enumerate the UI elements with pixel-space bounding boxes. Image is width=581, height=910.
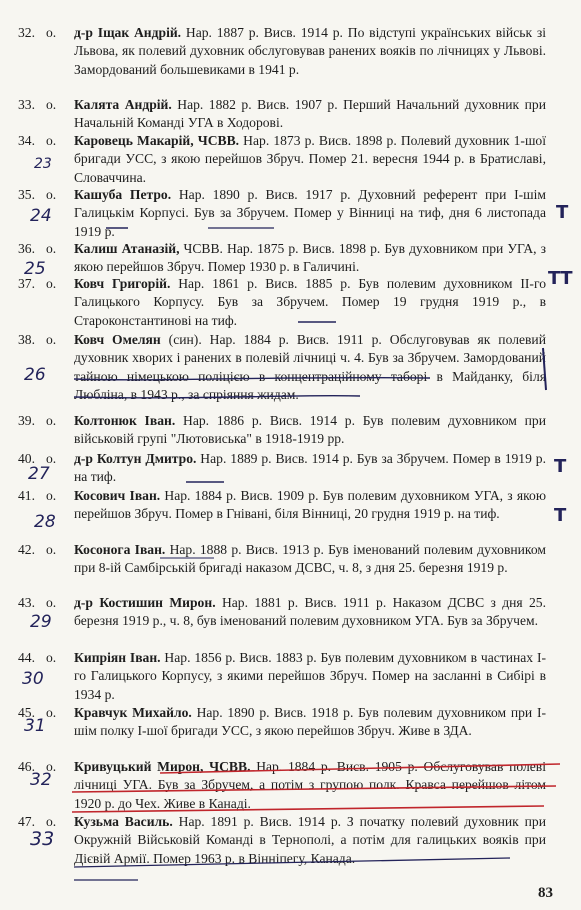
entry-number: 47. [18, 814, 35, 829]
entry-title: о. [46, 97, 57, 112]
entry-title: о. [46, 187, 57, 202]
entry-number: 38. [18, 332, 35, 347]
handwritten-note-30: 30 [22, 669, 44, 689]
entry-text: Нар. 1856 р. Висв. 1883 р. Був полевим духовником в частинах І-го Галицького Корпусу, з якими перейшов Збруч. Помер на засланні в Сибірі в 1934 р. [74, 650, 546, 702]
entry-title: о. [46, 542, 57, 557]
handwritten-note-25: 25 [24, 259, 46, 279]
entry-number: 41. [18, 488, 35, 503]
entry-number: 39. [18, 413, 35, 428]
entry-text: Нар. 1889 р. Висв. 1914 р. Був за Збручем. Помер в 1919 р. на тиф. [74, 451, 546, 485]
entry-name: Каровець Макарій, ЧСВВ. [74, 133, 240, 148]
entry-number: 44. [18, 650, 35, 665]
entry-number: 34. [18, 133, 35, 148]
entry-body [74, 331, 546, 405]
entry-number: 35. [18, 187, 35, 202]
entry-name: Колтонюк Іван. [74, 413, 176, 428]
entry-text: (син). Нар. 1884 р. Висв. 1911 р. Обслуговував як полевий духовник хворих і ранених в полевій лічниці ч. 4. Був за Збручем. Замордований тайною німецькою поліцією в концентраційному таборі в Майданку, біля Любліна, в 1943 р., за спріяння жидам. [74, 332, 546, 403]
entry-text: Нар. 1884 р. Висв. 1905 р. Обслуговував полеві лічниці УГА. Був за Збручем, а потім з групою полк. Кравса перейшов літом 1920 р. до Чех. Живе в Канаді. [74, 759, 546, 811]
entry-body [74, 275, 546, 330]
entry-text: Нар. 1882 р. Висв. 1907 р. Перший Начальний духовник при Начальній Команді УГА в Ходорові. [74, 97, 546, 131]
entry-body [74, 412, 546, 449]
entry-title: о. [46, 814, 57, 829]
entry-title: о. [46, 133, 57, 148]
entry-title: о. [46, 241, 57, 256]
entry-body [74, 704, 546, 741]
entry-name: д-р Колтун Дмитро. [74, 451, 197, 466]
entry-title: о. [46, 451, 57, 466]
entry-body [74, 541, 546, 578]
entry-text: Нар. 1886 р. Висв. 1914 р. Був полевим духовником при військовій групі "Лютовиська" в 1918-1919 рр. [74, 413, 546, 447]
entry-body [74, 96, 546, 133]
entry-body [74, 487, 546, 524]
entry-title: о. [46, 488, 57, 503]
entry-name: Косович Іван. [74, 488, 161, 503]
entry-name: Кузьма Василь. [74, 814, 173, 829]
entry-number: 37. [18, 276, 35, 291]
entry-name: Калята Андрій. [74, 97, 172, 112]
entry-name: Кривуцький Мирон, ЧСВВ. [74, 759, 251, 774]
entry-number: 42. [18, 542, 35, 557]
entry-text: Нар. 1881 р. Висв. 1911 р. Наказом ДСВС з дня 25. березня 1919 р., ч. 8, був іменований полевим духовником УГА. Був за Збручем. [74, 595, 547, 629]
entry-title: о. [46, 595, 57, 610]
entry-title: о. [46, 650, 57, 665]
entry-name: Кравчук Михайло. [74, 705, 192, 720]
handwritten-note-33: 33 [30, 828, 55, 850]
entry-number: 43. [18, 595, 35, 610]
entry-text: Нар. 1890 р. Висв. 1917 р. Духовний референт при І-шім Галицькім Корпусі. Був за Збручем. Помер у Вінниці на тиф, дня 6 листопада 1919 р. [74, 187, 546, 239]
entry-title: о. [46, 276, 57, 291]
handwritten-mark-35: Т [556, 202, 569, 223]
handwritten-note-31: 31 [24, 716, 46, 736]
entry-title: о. [46, 413, 57, 428]
entry-title: о. [46, 25, 57, 40]
page-number: 83 [538, 885, 553, 901]
entry-name: Калиш Атаназій, [74, 241, 180, 256]
entry-number: 45. [18, 705, 35, 720]
entry-text: Нар. 1891 р. Висв. 1914 р. З початку полевий духовник при Окружній Військовій Команді в Тернополі, а потім для галицьких вояків при Дієвій Армії. Помер 1963 р. в Вінніпегу, Канада. [74, 814, 546, 866]
entry-body [74, 594, 546, 631]
handwritten-note-27: 27 [28, 464, 50, 484]
handwritten-note-26: 26 [24, 365, 46, 385]
entry-body [74, 758, 546, 813]
entry-number: 33. [18, 97, 35, 112]
entry-number: 32. [18, 25, 35, 40]
handwritten-note-32: 32 [30, 770, 52, 790]
entry-number: 40. [18, 451, 35, 466]
handwritten-mark-37: ТТ [548, 268, 573, 289]
entry-text: Нар. 1884 р. Висв. 1909 р. Був полевим духовником УГА, з якою перейшов Збруч. Помер в Гнівані, біля Вінниці, 20 грудня 1919 р. на тиф. [74, 488, 546, 522]
handwritten-note-23: 23 [34, 156, 52, 172]
handwritten-note-29: 29 [30, 612, 52, 632]
entry-text: Нар. 1887 р. Висв. 1914 р. По відступі українських військ зі Львова, як полевий духовник обслуговував ранених вояків по лічницях у Львові. Замордований большевиками в 1941 р. [74, 25, 547, 77]
entry-text: Нар. 1873 р. Висв. 1898 р. Полевий духовник 1-шої бригади УСС, з якою перейшов Збруч. Помер 21. вересня 1944 р. в Братиславі, Словаччина. [74, 133, 546, 185]
entry-body [74, 813, 546, 868]
entry-title: о. [46, 332, 57, 347]
entry-name: Косонога Іван. [74, 542, 166, 557]
handwritten-mark-41: Т [554, 505, 567, 526]
entry-text: ЧСВВ. Нар. 1875 р. Висв. 1898 р. Був духовником при УГА, з якою перейшов Збруч. Помер 1930 р. в Галичині. [74, 241, 546, 275]
entry-body [74, 132, 546, 187]
entry-name: д-р Іщак Андрій. [74, 25, 182, 40]
entry-text: Нар. 1890 р. Висв. 1918 р. Був полевим духовником при І-шім полку І-шої бригади УСС, з якою перейшов Збруч. Живе в ЗДА. [74, 705, 546, 739]
entry-body [74, 240, 546, 277]
entry-body [74, 649, 546, 704]
handwritten-note-28: 28 [34, 512, 56, 532]
handwritten-mark-40: Т [554, 456, 567, 477]
entry-name: Кашуба Петро. [74, 187, 172, 202]
entry-name: Кипріян Іван. [74, 650, 161, 665]
entry-body [74, 450, 546, 487]
entry-name: д-р Костишин Мирон. [74, 595, 216, 610]
handwritten-note-24: 24 [30, 206, 52, 226]
entry-body [74, 24, 546, 79]
entry-name: Ковч Омелян [74, 332, 161, 347]
entry-text: Нар. 1888 р. Висв. 1913 р. Був іменований полевим духовником при 8-ій Самбірській бригаді наказом ДСВС, ч. 8, з дня 25. березня 1919 р. [74, 542, 546, 576]
entry-title: о. [46, 759, 57, 774]
entry-title: о. [46, 705, 57, 720]
entry-body [74, 186, 546, 241]
entry-text: Нар. 1861 р. Висв. 1885 р. Був полевим духовником ІІ-го Галицького Корпусу. Був за Збручем. Помер 19 грудня 1919 р., в Староконстантинові на тиф. [74, 276, 546, 328]
entry-name: Ковч Григорій. [74, 276, 171, 291]
entry-number: 46. [18, 759, 35, 774]
entry-number: 36. [18, 241, 35, 256]
